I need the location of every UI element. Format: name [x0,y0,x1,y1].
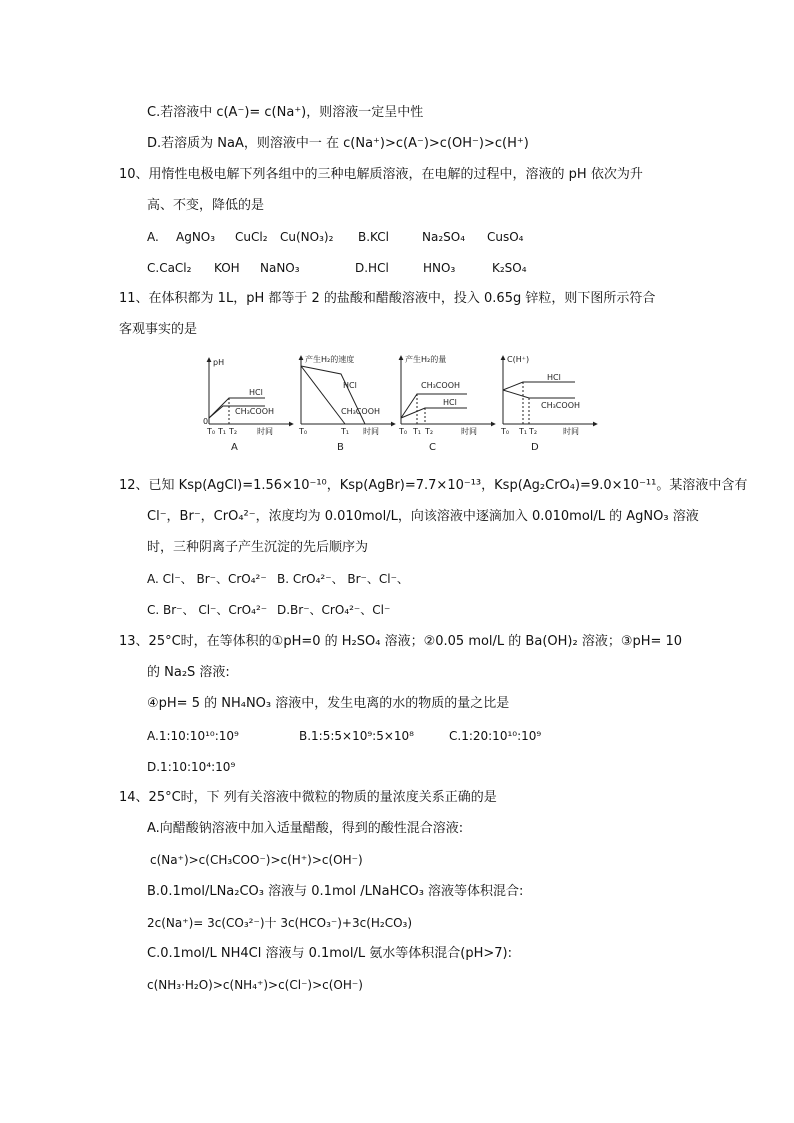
panel-d-ch3cooh-label: CH₃COOH [541,401,581,410]
q14-option-c-line2: c(NH₃·H₂O)>c(NH₄⁺)>c(Cl⁻)>c(OH⁻) [147,978,363,992]
q13-stem-line3: ④pH= 5 的 NH₄NO₃ 溶液中，发生电离的水的物质的量之比是 [147,696,510,711]
panel-c-tick-t0: T₀ [399,427,408,436]
panel-a-ch3cooh-label: CH₃COOH [235,407,275,416]
panel-d-tick-t2: T₂ [529,427,538,436]
panel-c-time-label: 时间 [461,427,477,436]
q10-c-item2: KOH [214,261,240,275]
q12-stem-line2: Cl⁻，Br⁻，CrO₄²⁻，浓度均为 0.010mol/L，向该溶液中逐滴加入 0.010mol/L 的 AgNO₃ 溶液 [147,509,699,524]
panel-b-tick-t1: T₁ [341,427,350,436]
panel-d-ylabel: C(H⁺) [507,355,530,364]
panel-b-ch3cooh-line [301,366,345,424]
q10-c-label: C.CaCl₂ [147,261,192,275]
panel-d-time-label: 时间 [563,427,579,436]
q10-d-item3: K₂SO₄ [492,261,527,275]
q10-d-item2: HNO₃ [423,261,456,275]
q11-stem-line2: 客观事实的是 [119,322,198,337]
panel-b-ylabel: 产生H₂的速度 [305,355,355,364]
q14-option-b-line2: 2c(Na⁺)= 3c(CO₃²⁻)十 3c(HCO₃⁻)+3c(H₂CO₃) [147,916,413,930]
panel-a-hcl-label: HCl [249,388,263,397]
panel-d-letter: D [531,442,539,453]
q13-option-d: D.1:10:10⁴:10⁹ [147,760,236,774]
panel-c-tick-t1: T₁ [413,427,422,436]
q14-option-b-line1: B.0.1mol/LNa₂CO₃ 溶液与 0.1mol /LNaHCO₃ 溶液等体积混合: [147,884,524,899]
panel-c-hcl-line [401,408,467,418]
q12-option-d: D.Br⁻、CrO₄²⁻、Cl⁻ [277,603,391,617]
panel-c-axes [401,356,495,424]
q10-a-item2: CuCl₂ [235,230,268,244]
q10-b-item3: CusO₄ [487,230,524,244]
panel-a-tick-t2: T₂ [229,427,238,436]
q12-option-b: B. CrO₄²⁻、 Br⁻、Cl⁻、 [277,572,409,586]
q9-option-c: C.若溶液中 c(A⁻)= c(Na⁺)，则溶液一定呈中性 [147,105,424,120]
q13-stem-line1: 13、25°C时，在等体积的①pH=0 的 H₂SO₄ 溶液；②0.05 mol/L 的 Ba(OH)₂ 溶液；③pH= 10 [119,634,683,649]
panel-d-hcl-line [503,382,575,390]
panel-d-tick-t1: T₁ [519,427,528,436]
panel-b-letter: B [337,442,344,453]
q10-b-item2: Na₂SO₄ [422,230,466,244]
q12-option-a: A. Cl⁻、 Br⁻、CrO₄²⁻ [147,572,267,586]
q12-stem-line1: 12、已知 Ksp(AgCl)=1.56×10⁻¹⁰，Ksp(AgBr)=7.7×10⁻¹³，Ksp(Ag₂CrO₄)=9.0×10⁻¹¹。某溶液中含有 [119,478,748,493]
q14-option-a-line1: A.向醋酸钠溶液中加入适量醋酸，得到的酸性混合溶液: [147,821,464,836]
panel-b-ch3cooh-label: CH₃COOH [341,407,381,416]
panel-a-letter: A [231,442,238,453]
q10-a-item3: Cu(NO₃)₂ [280,230,334,244]
panel-b-time-label: 时间 [363,427,379,436]
q10-d-label: D.HCl [355,261,389,275]
q12-option-c: C. Br⁻、 Cl⁻、CrO₄²⁻ [147,603,268,617]
panel-b-hcl-label: HCl [343,381,357,390]
panel-d-ch3cooh-line [503,390,575,398]
panel-a-tick-t1: T₁ [218,427,227,436]
q13-stem-line2: 的 Na₂S 溶液: [147,665,230,680]
q9-option-d: D.若溶质为 NaA，则溶液中一 在 c(Na⁺)>c(A⁻)>c(OH⁻)>c(H⁺) [147,136,529,151]
q10-c-item3: NaNO₃ [260,261,300,275]
panel-c-tick-t2: T₂ [425,427,434,436]
q10-a-item1: AgNO₃ [176,230,216,244]
q13-option-a: A.1:10:10¹⁰:10⁹ [147,729,239,743]
q11-stem-line1: 11、在体积都为 1L，pH 都等于 2 的盐酸和醋酸溶液中，投入 0.65g 锌粒，则下图所示符合 [119,291,656,306]
q10-stem-line1: 10、用惰性电极电解下列各组中的三种电解质溶液，在电解的过程中，溶液的 pH 依次为升 [119,167,643,182]
panel-a-tick-origin: 0 [203,417,209,426]
q14-option-c-line1: C.0.1mol/L NH4Cl 溶液与 0.1mol/L 氨水等体积混合(pH>7): [147,946,512,961]
panel-b-tick-t0: T₀ [299,427,308,436]
q10-a-label: A. [147,230,159,244]
panel-c-ylabel: 产生H₂的量 [405,355,447,364]
panel-a-tick-t0: T₀ [207,427,216,436]
panel-c-ch3cooh-label: CH₃COOH [421,381,461,390]
panel-d-hcl-label: HCl [547,373,561,382]
panel-d-tick-t0: T₀ [501,427,510,436]
q11-figure [205,352,605,460]
panel-a-time-label: 时间 [257,427,273,436]
panel-c-hcl-label: HCl [443,398,457,407]
q10-b-label: B.KCl [358,230,389,244]
panel-c-letter: C [429,442,436,453]
q13-option-b: B.1:5:5×10⁹:5×10⁸ [299,729,414,743]
q14-option-a-line2: c(Na⁺)>c(CH₃COO⁻)>c(H⁺)>c(OH⁻) [150,853,363,867]
panel-a-ylabel: pH [213,358,225,367]
q13-option-c: C.1:20:10¹⁰:10⁹ [449,729,542,743]
panel-d-axes [503,356,597,424]
q12-stem-line3: 时，三种阴离子产生沉淀的先后顺序为 [147,540,369,555]
q14-stem: 14、25°C时，下 列有关溶液中微粒的物质的量浓度关系正确的是 [119,790,497,805]
q10-stem-line2: 高、不变，降低的是 [147,198,265,213]
